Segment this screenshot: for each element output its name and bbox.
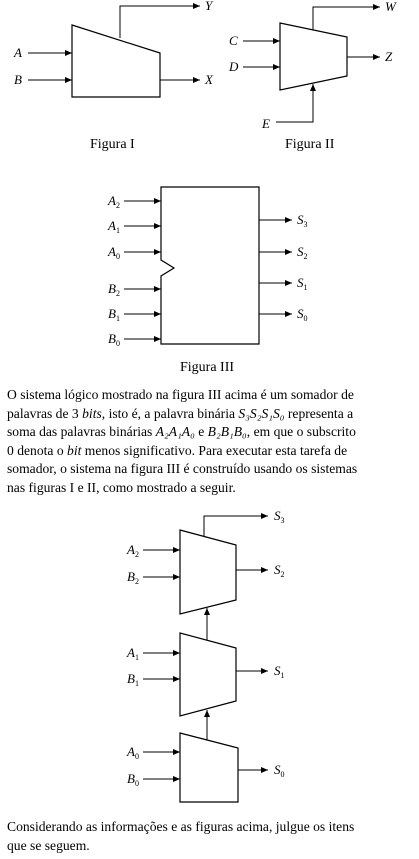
text-segment: palavras de 3 bbox=[7, 405, 83, 421]
stage-0-input-a0-label: $A_0$ bbox=[127, 744, 139, 761]
stage-2-input-a2-label: $A_2$ bbox=[127, 542, 139, 559]
figure-3-input-b2-label: $B_2$ bbox=[108, 281, 120, 298]
figure-2-input-c-label: C bbox=[229, 33, 238, 48]
instruction-line-2: que se seguem. bbox=[7, 837, 90, 853]
figure-2 bbox=[228, 0, 397, 152]
figure-3-output-s3-label: $S_3$ bbox=[297, 212, 308, 229]
instruction-paragraph bbox=[7, 818, 412, 855]
instruction-line-1: Considerando as informações e as figuras acima, julgue os itens bbox=[7, 819, 355, 834]
paragraph-line-4 bbox=[7, 442, 412, 461]
text-segment: , isto é, a palavra binária bbox=[101, 405, 239, 421]
figure-1-output-x-label: X bbox=[205, 72, 213, 87]
text-segment: , em que o subscrito bbox=[246, 424, 356, 439]
figure-2-input-e-label: E bbox=[262, 116, 270, 131]
figure-3-input-b1-label: $B_1$ bbox=[108, 306, 120, 323]
stage-0-block bbox=[180, 733, 238, 802]
figure-1-input-a-label: A bbox=[14, 45, 22, 60]
figure-3-output-s2-label: $S_2$ bbox=[297, 244, 308, 261]
italic-term: bits bbox=[82, 405, 102, 421]
italic-term: bit bbox=[67, 442, 82, 458]
stage-2-output-s3-arrow bbox=[204, 516, 268, 537]
figure-3 bbox=[107, 187, 308, 375]
stage-1-block bbox=[180, 633, 236, 716]
stage-0-output-s0-label: $S_0$ bbox=[274, 762, 285, 779]
figure-2-output-z-label: Z bbox=[385, 49, 393, 64]
figure-2-caption: Figura II bbox=[285, 137, 335, 152]
figure-2-output-w-label: W bbox=[385, 0, 396, 14]
math-word-s: S₃S₂S₁S₀ bbox=[238, 405, 285, 421]
stage-1-output-s1-label: $S_1$ bbox=[274, 663, 285, 680]
figure-3-output-s1-label: $S_1$ bbox=[297, 275, 308, 292]
figure-3-input-b0-label: $B_0$ bbox=[108, 331, 120, 348]
text-segment: e bbox=[194, 424, 208, 439]
stage-1-input-b1-label: $B_1$ bbox=[127, 671, 139, 688]
figure-3-input-a2-label: $A_2$ bbox=[108, 193, 120, 210]
text-segment: menos significativo. Para executar esta tarefa de bbox=[81, 442, 348, 458]
description-paragraph bbox=[7, 386, 412, 497]
math-word-b: B₂B₁B₀ bbox=[207, 424, 247, 439]
paragraph-line-2 bbox=[7, 405, 412, 424]
text-segment: 0 denota o bbox=[7, 442, 68, 458]
figure-1 bbox=[13, 0, 214, 152]
paragraph-line-6: nas figuras I e II, como mostrado a seguir. bbox=[7, 479, 236, 495]
text-segment: soma das palavras binárias bbox=[7, 424, 156, 439]
figure-3-block bbox=[161, 187, 259, 344]
math-word-a: A₂A₁A₀ bbox=[155, 424, 195, 439]
text-segment: representa a bbox=[284, 405, 354, 421]
stage-2-input-b2-label: $B_2$ bbox=[127, 569, 139, 586]
figure-1-block bbox=[72, 25, 160, 97]
figure-3-input-a1-label: $A_1$ bbox=[108, 218, 120, 235]
figure-2-input-d-label: D bbox=[229, 59, 239, 74]
adder-cascade-figure bbox=[126, 508, 285, 802]
figure-1-input-b-label: B bbox=[14, 72, 22, 87]
figure-1-output-y-arrow bbox=[120, 6, 200, 38]
figure-1-output-y-label: Y bbox=[205, 0, 213, 13]
figure-2-block bbox=[280, 23, 347, 90]
figure-2-output-w-arrow bbox=[313, 7, 380, 30]
paragraph-line-3 bbox=[7, 423, 412, 442]
stage-0-input-b0-label: $B_0$ bbox=[127, 771, 139, 788]
paragraph-line-1: O sistema lógico mostrado na figura III acima é um somador de bbox=[7, 387, 354, 402]
stage-1-input-a1-label: $A_1$ bbox=[127, 645, 139, 662]
stage-2-block bbox=[180, 530, 236, 614]
figure-3-caption: Figura III bbox=[180, 360, 235, 375]
stage-2-output-s3-label: $S_3$ bbox=[274, 508, 285, 525]
paragraph-line-5: somador, o sistema na figura III é construído usando os sistemas bbox=[7, 461, 358, 476]
figure-3-input-a0-label: $A_0$ bbox=[108, 244, 120, 261]
stage-2-output-s2-label: $S_2$ bbox=[274, 562, 285, 579]
figure-1-caption: Figura I bbox=[90, 137, 135, 152]
figure-3-output-s0-label: $S_0$ bbox=[297, 306, 308, 323]
